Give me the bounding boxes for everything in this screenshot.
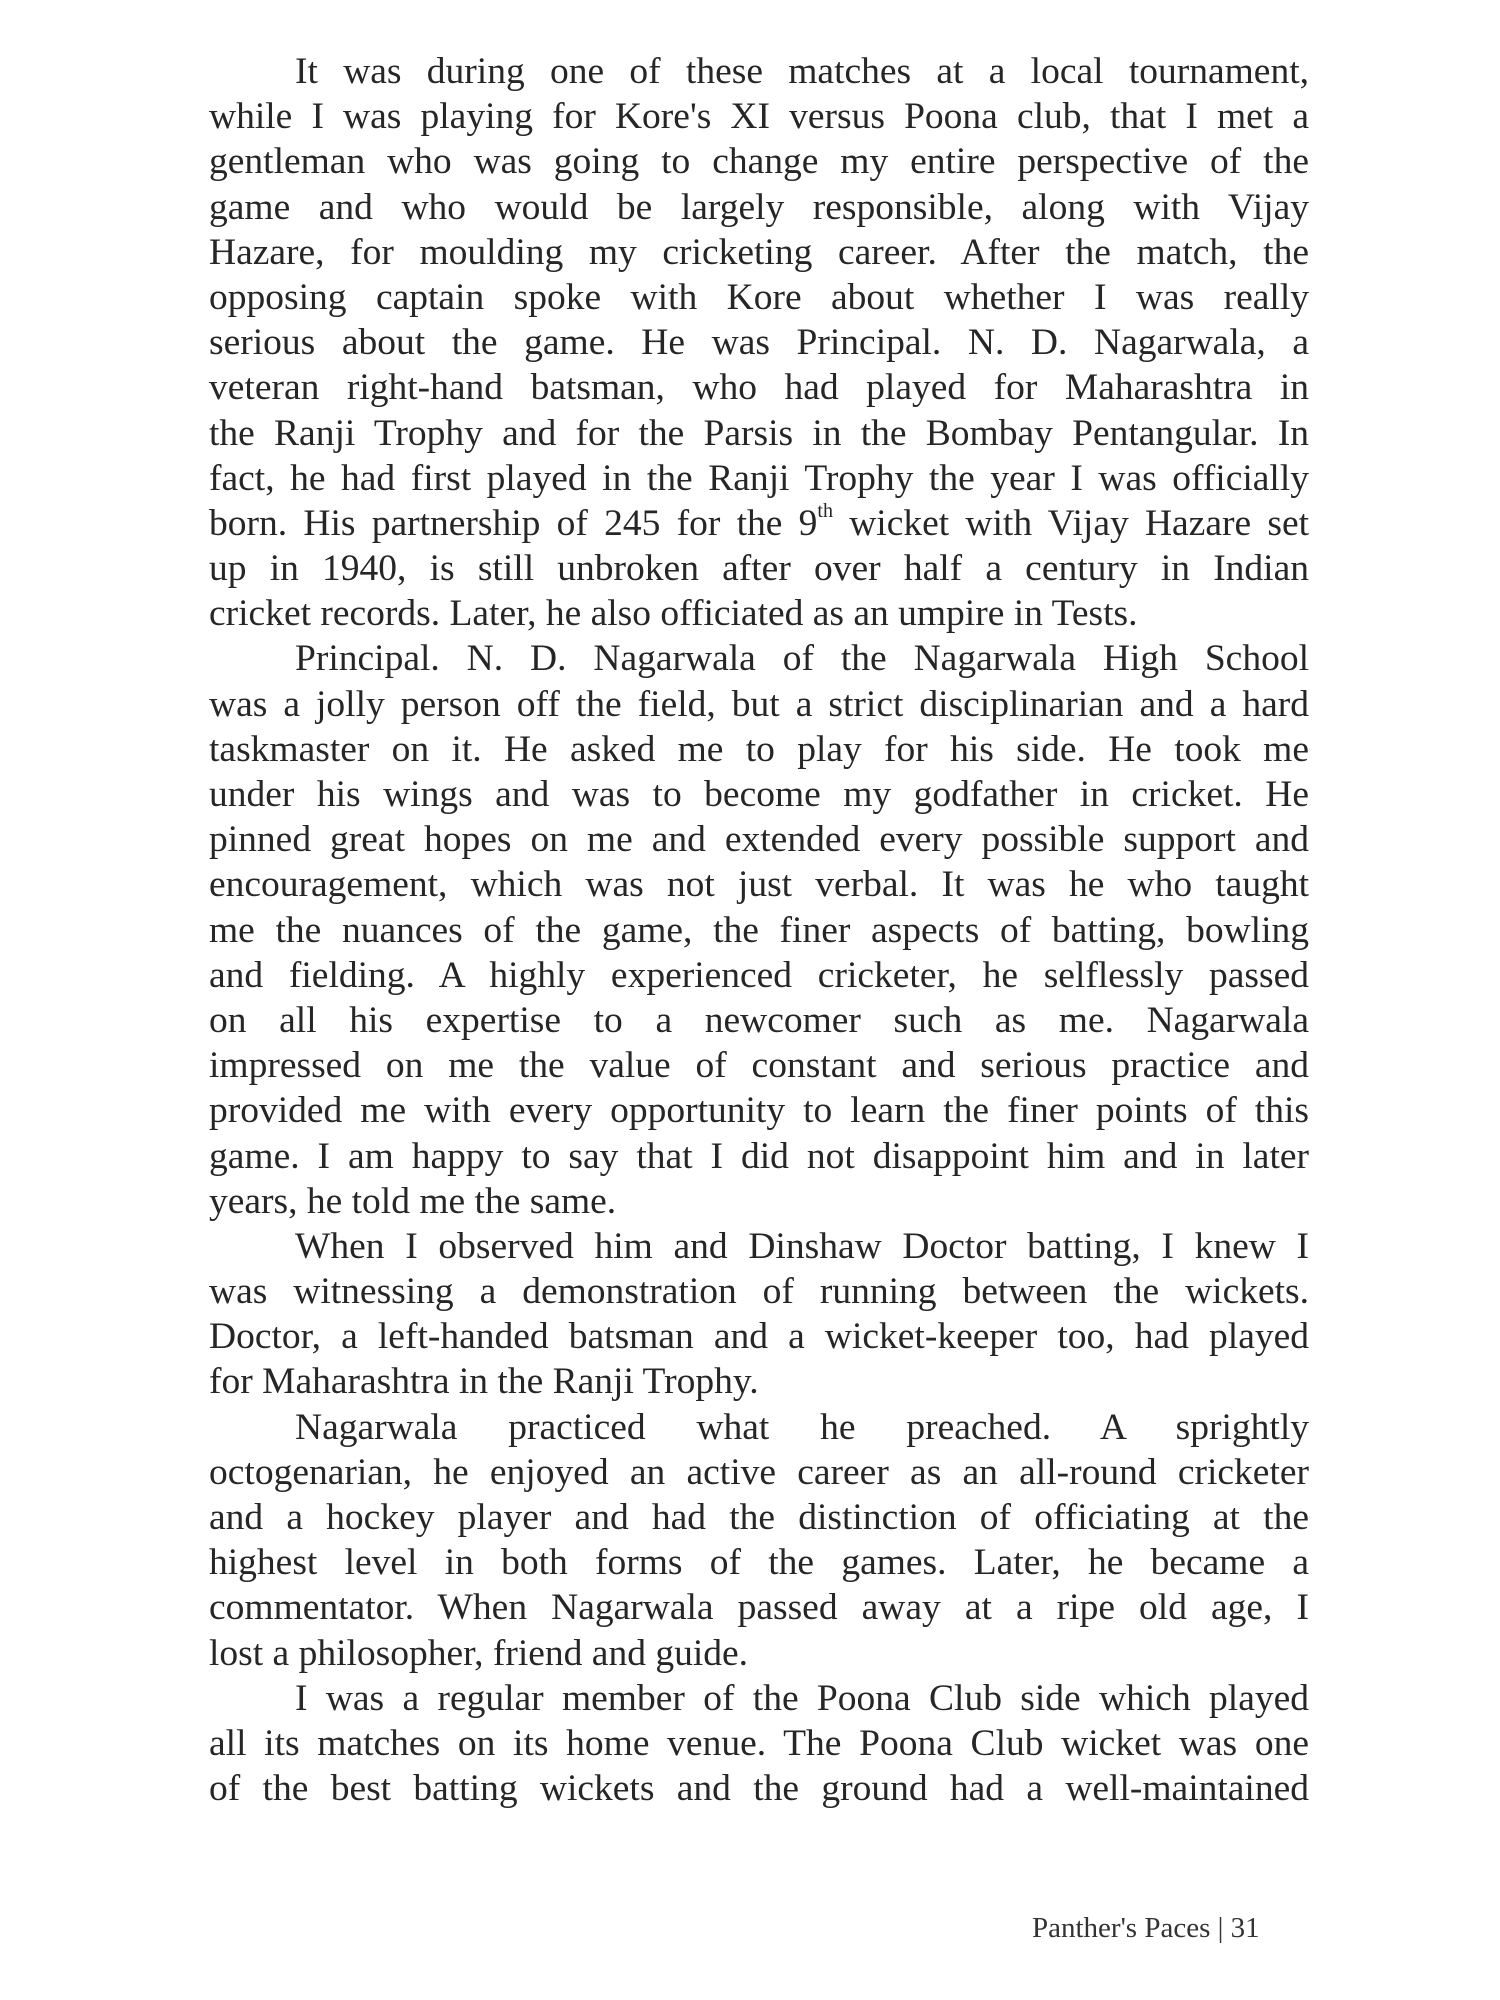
text-line: up in 1940, is still unbroken after over half a century in Indian bbox=[209, 548, 1309, 590]
text-line: provided me with every opportunity to learn the finer points of this bbox=[209, 1090, 1309, 1132]
text-line bbox=[209, 501, 1309, 546]
paragraph bbox=[209, 1676, 1309, 1812]
text-line: octogenarian, he enjoyed an active career as an all-round cricketer bbox=[209, 1451, 1309, 1493]
text-line: and fielding. A highly experienced cricketer, he selflessly passed bbox=[209, 954, 1309, 996]
text-line: lost a philosopher, friend and guide. bbox=[209, 1632, 749, 1674]
text-line: serious about the game. He was Principal. N. D. Nagarwala, a bbox=[209, 322, 1309, 364]
text-line: was witnessing a demonstration of running between the wickets. bbox=[209, 1271, 1309, 1313]
text-line: commentator. When Nagarwala passed away at a ripe old age, I bbox=[209, 1587, 1309, 1629]
text-line: game and who would be largely responsible, along with Vijay bbox=[209, 186, 1309, 228]
text-line: opposing captain spoke with Kore about whether I was really bbox=[209, 276, 1309, 318]
page-footer: Panther's Paces | 31 bbox=[1032, 1912, 1260, 1944]
ordinal-superscript: th bbox=[817, 499, 833, 522]
text-line: gentleman who was going to change my entire perspective of the bbox=[209, 141, 1309, 183]
text-line: while I was playing for Kore's XI versus Poona club, that I met a bbox=[209, 96, 1309, 138]
text-line: of the best batting wickets and the ground had a well-maintained bbox=[209, 1768, 1309, 1810]
text-segment: born. His partnership of 245 for the 9 bbox=[209, 502, 818, 544]
text-line: under his wings and was to become my godfather in cricket. He bbox=[209, 774, 1309, 815]
text-line: highest level in both forms of the games. Later, he became a bbox=[209, 1542, 1309, 1584]
text-segment: wicket with Vijay Hazare set bbox=[832, 502, 1310, 544]
text-line: was a jolly person off the field, but a strict disciplinarian and a hard bbox=[209, 683, 1309, 725]
paragraph bbox=[209, 49, 1309, 636]
page-body bbox=[209, 49, 1309, 1811]
text-line: Doctor, a left-handed batsman and a wicket-keeper too, had played bbox=[209, 1316, 1309, 1358]
paragraph bbox=[209, 1405, 1309, 1676]
text-line: I was a regular member of the Poona Club side which played bbox=[295, 1677, 1309, 1719]
text-line: Hazare, for moulding my cricketing career. After the match, the bbox=[209, 231, 1309, 273]
text-line: Nagarwala practiced what he preached. A sprightly bbox=[295, 1406, 1309, 1448]
text-line: all its matches on its home venue. The Poona Club wicket was one bbox=[209, 1722, 1309, 1764]
text-line: cricket records. Later, he also officiated as an umpire in Tests. bbox=[209, 593, 1138, 635]
text-line: the Ranji Trophy and for the Parsis in the Bombay Pentangular. In bbox=[209, 412, 1309, 454]
text-line: me the nuances of the game, the finer aspects of batting, bowling bbox=[209, 909, 1309, 951]
text-line: for Maharashtra in the Ranji Trophy. bbox=[209, 1361, 759, 1403]
text-line: Principal. N. D. Nagarwala of the Nagarwala High School bbox=[295, 638, 1309, 680]
text-line: and a hockey player and had the distinction of officiating at the bbox=[209, 1497, 1309, 1538]
text-line: game. I am happy to say that I did not disappoint him and in later bbox=[209, 1135, 1309, 1177]
text-line: fact, he had first played in the Ranji Trophy the year I was officially bbox=[209, 457, 1309, 499]
paragraph bbox=[209, 636, 1309, 1223]
paragraph bbox=[209, 1224, 1309, 1405]
text-line: on all his expertise to a newcomer such as me. Nagarwala bbox=[209, 999, 1309, 1041]
text-line: years, he told me the same. bbox=[209, 1180, 617, 1222]
text-line: encouragement, which was not just verbal. It was he who taught bbox=[209, 864, 1309, 906]
text-line: When I observed him and Dinshaw Doctor batting, I knew I bbox=[295, 1225, 1309, 1267]
text-line: pinned great hopes on me and extended every possible support and bbox=[209, 819, 1309, 861]
text-line: It was during one of these matches at a local tournament, bbox=[295, 51, 1309, 92]
text-line: taskmaster on it. He asked me to play for his side. He took me bbox=[209, 728, 1309, 770]
text-line: impressed on me the value of constant and serious practice and bbox=[209, 1045, 1309, 1087]
text-line: veteran right-hand batsman, who had played for Maharashtra in bbox=[209, 367, 1309, 409]
